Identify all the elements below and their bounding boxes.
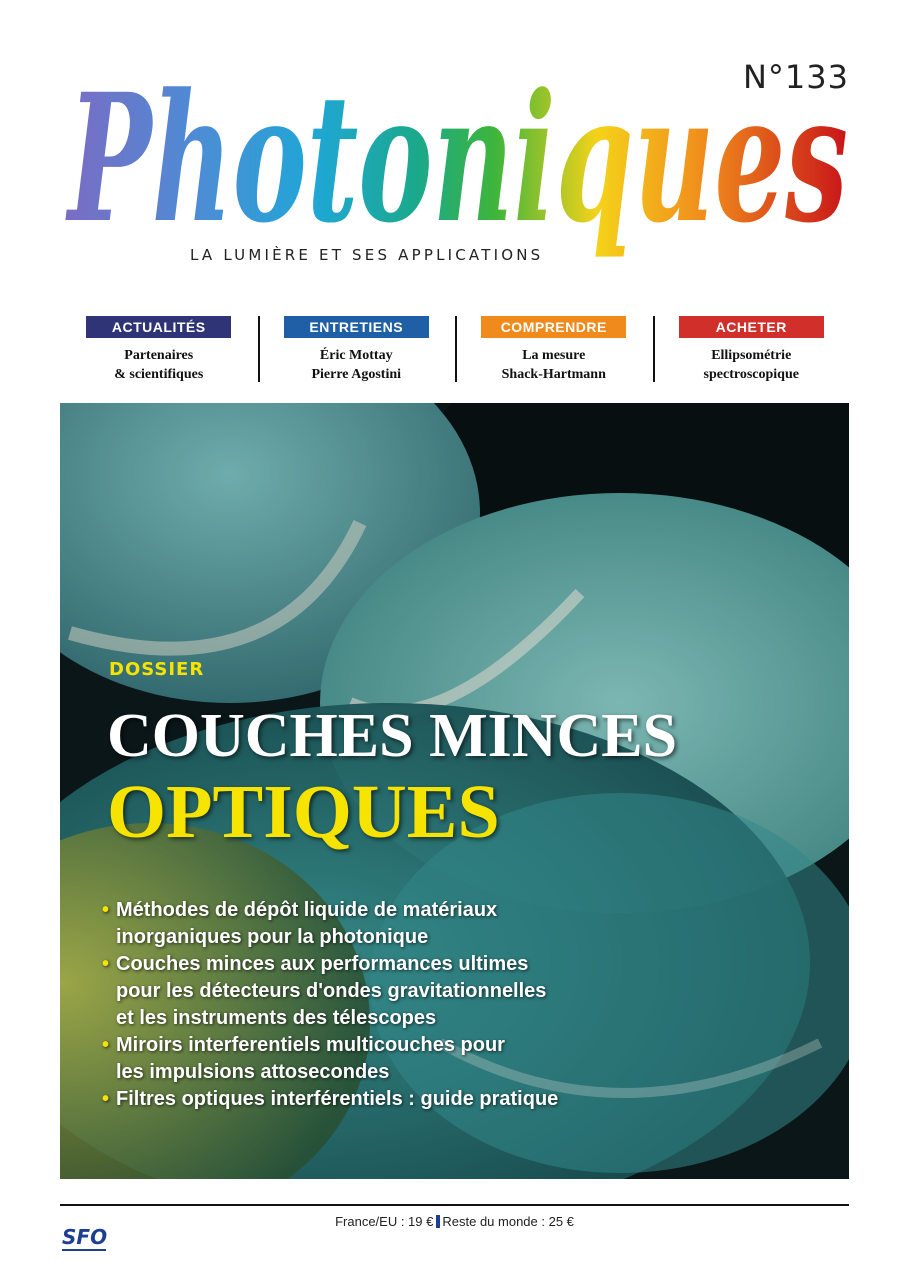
rubric-line: Éric Mottay (319, 348, 393, 363)
logo-wordmark: Photoniques (64, 55, 848, 262)
rubric-actualites[interactable] (60, 316, 258, 382)
issue-number: N°133 (742, 58, 849, 96)
bullet-dot-icon: • (102, 1088, 110, 1110)
dossier-label: DOSSIER (109, 659, 205, 680)
rubric-line: & scientifiques (114, 367, 204, 382)
rubric-entretiens[interactable] (258, 316, 456, 382)
rubrics-bar (60, 316, 850, 382)
rubric-line: Pierre Agostini (311, 367, 402, 382)
bullet-dot-icon: • (102, 953, 110, 975)
list-item: • Méthodes de dépôt liquide de matériaux inorganiques pour la photonique (102, 899, 498, 948)
dossier-bullets (102, 897, 702, 1113)
bullet-dot-icon: • (102, 899, 110, 921)
dossier-title-line2: OPTIQUES (107, 770, 500, 854)
rubric-acheter[interactable] (653, 316, 851, 382)
list-item: • Couches minces aux performances ultimes pour les détecteurs d'ondes gravitationnelles et les instruments des télescopes (102, 953, 547, 1029)
photoniques-logo (58, 52, 858, 272)
rubric-tag: ACTUALITÉS (86, 316, 231, 338)
separator-icon (436, 1215, 440, 1228)
rubric-line: Partenaires (124, 348, 194, 363)
cover-image (60, 403, 849, 1179)
svg-text:SFO: SFO (62, 1225, 108, 1249)
rubric-line: Ellipsométrie (711, 348, 792, 363)
price-info (0, 1214, 909, 1229)
rubric-tag: ENTRETIENS (284, 316, 429, 338)
list-item: • Miroirs interferentiels multicouches pour les impulsions attosecondes (102, 1034, 505, 1083)
dossier-title-line1: COUCHES MINCES (107, 702, 678, 770)
rubric-line: La mesure (522, 348, 586, 363)
rubric-comprendre[interactable] (455, 316, 653, 382)
list-item: • Filtres optiques interférentiels : guide pratique (102, 1086, 702, 1113)
rubric-line: Shack-Hartmann (501, 367, 606, 382)
rubric-line: spectroscopique (703, 367, 799, 382)
tagline: LA LUMIÈRE ET SES APPLICATIONS (190, 246, 544, 264)
price-france: France/EU : 19 € (335, 1214, 434, 1229)
price-world: Reste du monde : 25 € (442, 1214, 574, 1229)
bullet-dot-icon: • (102, 1034, 110, 1056)
footer-divider (60, 1204, 849, 1206)
rubric-tag: COMPRENDRE (481, 316, 626, 338)
rubric-tag: ACHETER (679, 316, 824, 338)
